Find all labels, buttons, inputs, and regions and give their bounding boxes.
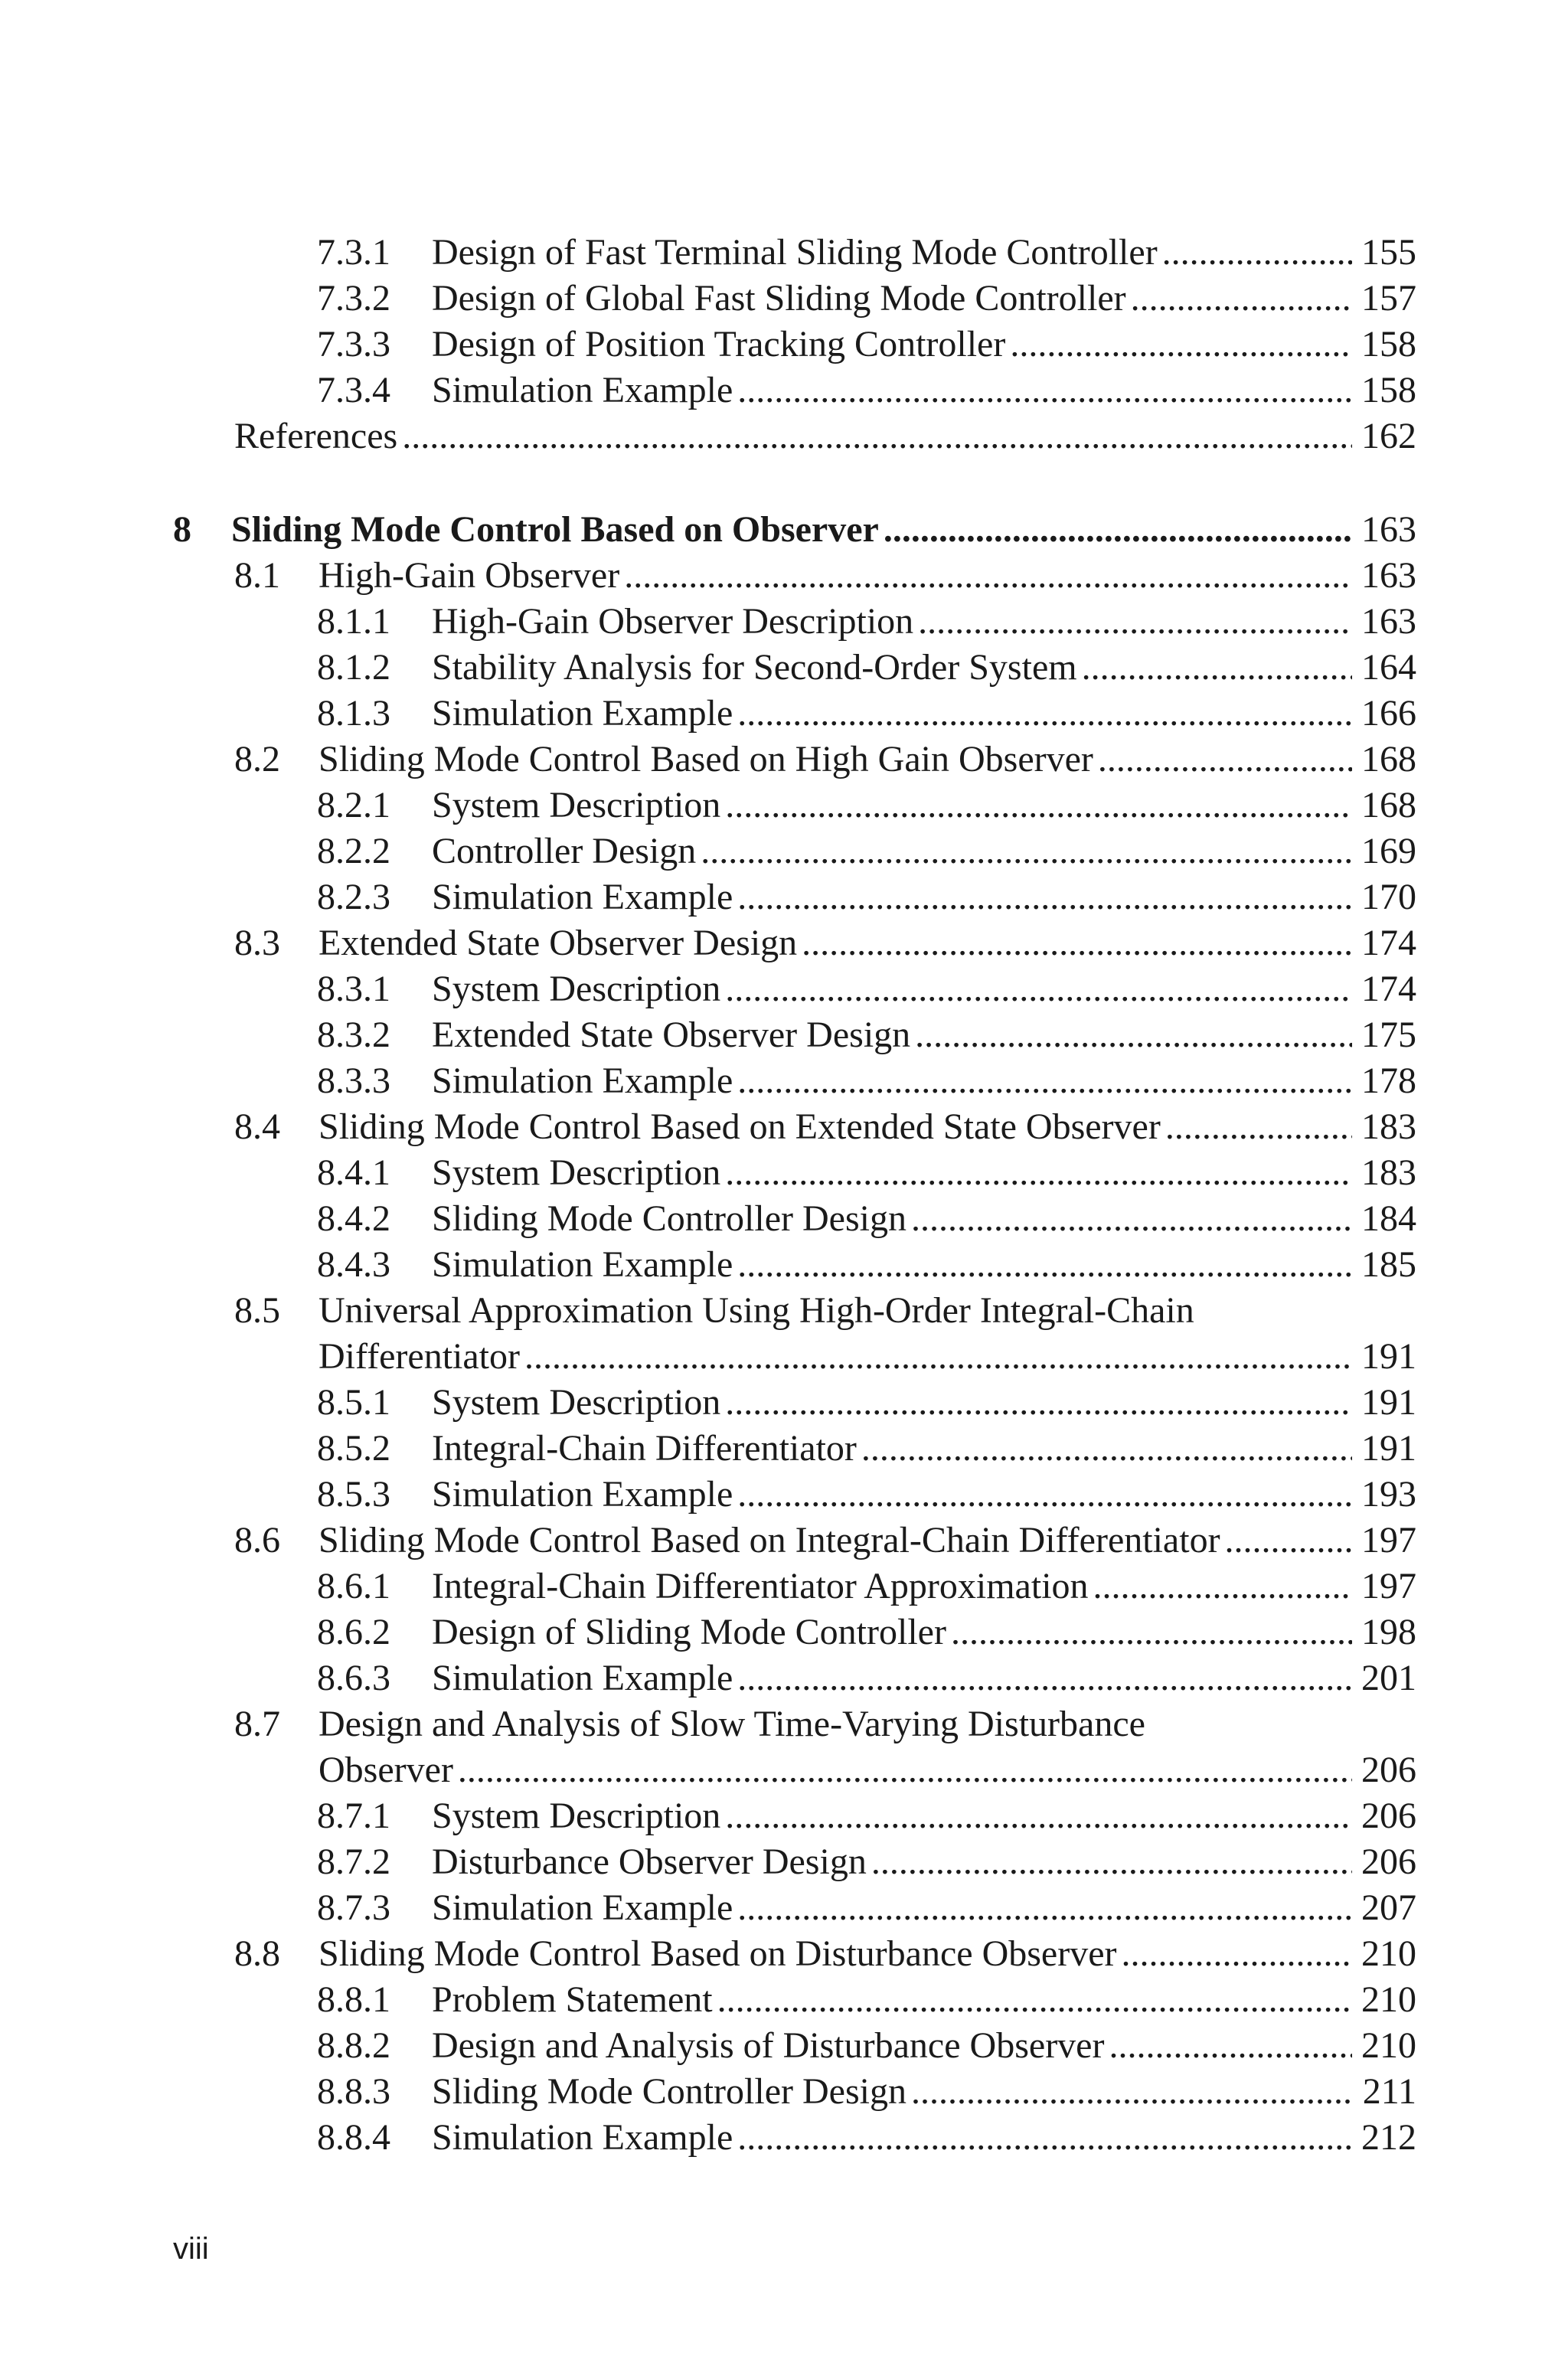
entry-page: 163 (1361, 601, 1416, 642)
entry-number: 8.2.3 (317, 877, 390, 917)
toc-section-entry-line1[interactable] (234, 1701, 1416, 1747)
dot-leader (871, 1839, 1352, 1885)
entry-number: 8.6.3 (317, 1658, 390, 1698)
entry-number: 8.7.2 (317, 1841, 390, 1882)
toc-entry[interactable] (317, 1242, 1416, 1288)
dot-leader (701, 828, 1352, 874)
toc-entry[interactable] (317, 691, 1416, 737)
toc-entry[interactable] (317, 1655, 1416, 1701)
entry-title: Stability Analysis for Second-Order System (432, 647, 1077, 688)
dot-leader (911, 1196, 1352, 1242)
entry-number: 8.5.3 (317, 1474, 390, 1515)
dot-leader (951, 1609, 1352, 1655)
section-number: 8.8 (234, 1933, 280, 1974)
toc-entry[interactable] (317, 368, 1416, 413)
entry-title: Simulation Example (432, 2117, 733, 2158)
toc-entry[interactable] (317, 1058, 1416, 1104)
toc-entry[interactable] (317, 599, 1416, 645)
toc-section-entry[interactable] (234, 1518, 1416, 1564)
entry-page: 164 (1361, 647, 1416, 688)
dot-leader (725, 1380, 1352, 1426)
dot-leader (725, 966, 1352, 1012)
dot-leader (402, 413, 1352, 459)
entry-page: 210 (1361, 2025, 1416, 2066)
toc-entry[interactable] (317, 1380, 1416, 1426)
toc-entry[interactable] (317, 230, 1416, 276)
toc-entry[interactable] (317, 966, 1416, 1012)
entry-page: 206 (1361, 1841, 1416, 1882)
entry-number: 8.2.1 (317, 785, 390, 825)
entry-title: Simulation Example (432, 693, 733, 734)
entry-title: High-Gain Observer Description (432, 601, 914, 642)
entry-title: Integral-Chain Differentiator Approximation (432, 1566, 1089, 1606)
entry-title: Design of Sliding Mode Controller (432, 1612, 946, 1652)
entry-page: 197 (1361, 1566, 1416, 1606)
section-number: 8.7 (234, 1704, 280, 1744)
dot-leader (1109, 2023, 1352, 2069)
dot-leader (717, 1977, 1352, 2023)
entry-title: System Description (432, 1152, 721, 1193)
dot-leader (737, 1242, 1352, 1288)
entry-page: 166 (1361, 693, 1416, 734)
dot-leader (1165, 1104, 1352, 1150)
entry-page: 183 (1361, 1106, 1416, 1147)
toc-entry[interactable] (317, 874, 1416, 920)
entry-title: Design of Fast Terminal Sliding Mode Controller (432, 232, 1158, 273)
dot-leader (1131, 276, 1352, 322)
entry-number: 8.1.3 (317, 693, 390, 734)
entry-title: Disturbance Observer Design (432, 1841, 867, 1882)
entry-number: 8.4.1 (317, 1152, 390, 1193)
toc-entry[interactable] (317, 1885, 1416, 1931)
toc-section-entry-line2[interactable] (318, 1747, 1416, 1793)
entry-page: 158 (1361, 370, 1416, 410)
entry-title: Simulation Example (432, 1244, 733, 1285)
dot-leader (737, 1655, 1352, 1701)
toc-section-entry[interactable] (234, 920, 1416, 966)
toc-entry[interactable] (317, 1839, 1416, 1885)
section-title: Universal Approximation Using High-Order Integral-Chain (318, 1290, 1194, 1331)
toc-entry[interactable] (317, 1564, 1416, 1609)
toc-entry[interactable] (317, 1977, 1416, 2023)
entry-number: 8.5.1 (317, 1382, 390, 1423)
section-title: Sliding Mode Control Based on Disturbance Observer (318, 1933, 1117, 1974)
entry-page: 210 (1361, 1933, 1416, 1974)
entry-number: 8.7.1 (317, 1796, 390, 1836)
dot-leader (1093, 1564, 1352, 1609)
entry-page: 170 (1361, 877, 1416, 917)
dot-leader (915, 1012, 1352, 1058)
entry-number: 7.3.3 (317, 324, 390, 364)
entry-number: 8.8.3 (317, 2071, 390, 2112)
entry-page: 174 (1361, 923, 1416, 963)
dot-leader (458, 1747, 1352, 1793)
entry-number: 8.8.2 (317, 2025, 390, 2066)
toc-section-entry[interactable] (234, 553, 1416, 599)
toc-entry[interactable] (317, 1472, 1416, 1518)
toc-section-entry-line1[interactable] (234, 1288, 1416, 1334)
toc-entry[interactable] (317, 2023, 1416, 2069)
toc-entry[interactable] (317, 1012, 1416, 1058)
entry-page: 185 (1361, 1244, 1416, 1285)
section-number: 8.3 (234, 923, 280, 963)
entry-title: Simulation Example (432, 1887, 733, 1928)
entry-title: Design of Global Fast Sliding Mode Controller (432, 278, 1126, 319)
entry-title: Problem Statement (432, 1979, 713, 2020)
dot-leader (861, 1426, 1352, 1472)
entry-number: 8.8.1 (317, 1979, 390, 2020)
entry-page: 163 (1361, 509, 1416, 550)
dot-leader (1225, 1518, 1352, 1564)
section-number: 8.4 (234, 1106, 280, 1147)
entry-number: 8.7.3 (317, 1887, 390, 1928)
section-title-continued: Observer (318, 1750, 453, 1790)
entry-page: 206 (1361, 1796, 1416, 1836)
toc-entry[interactable] (317, 1609, 1416, 1655)
section-title: Sliding Mode Control Based on Integral-Chain Differentiator (318, 1520, 1220, 1560)
toc-chapter-entry[interactable] (173, 507, 1416, 553)
section-title: Sliding Mode Control Based on Extended State Observer (318, 1106, 1161, 1147)
chapter-number: 8 (173, 509, 191, 550)
entry-number: 8.4.2 (317, 1198, 390, 1239)
entry-title: Sliding Mode Controller Design (432, 1198, 906, 1239)
section-title: Sliding Mode Control Based on High Gain Observer (318, 739, 1093, 779)
entry-title: Controller Design (432, 831, 697, 871)
section-title: Extended State Observer Design (318, 923, 798, 963)
entry-number: 7.3.4 (317, 370, 390, 410)
dot-leader (737, 1058, 1352, 1104)
dot-leader (884, 507, 1352, 553)
entry-page: 175 (1361, 1015, 1416, 1055)
entry-page: 211 (1362, 2071, 1416, 2112)
dot-leader (737, 874, 1352, 920)
entry-number: 8.5.2 (317, 1428, 390, 1469)
dot-leader (524, 1334, 1352, 1380)
toc-section-entry[interactable] (234, 737, 1416, 783)
entry-title: System Description (432, 1796, 721, 1836)
dot-leader (737, 691, 1352, 737)
entry-page: 191 (1361, 1336, 1416, 1377)
entry-page: 178 (1361, 1060, 1416, 1101)
section-title-continued: Differentiator (318, 1336, 520, 1377)
dot-leader (737, 1885, 1352, 1931)
toc-entry[interactable] (317, 2069, 1416, 2115)
entry-page: 191 (1361, 1428, 1416, 1469)
entry-page: 184 (1361, 1198, 1416, 1239)
entry-page: 157 (1361, 278, 1416, 319)
dot-leader (1082, 645, 1352, 691)
toc-entry[interactable] (317, 783, 1416, 828)
entry-page: 210 (1361, 1979, 1416, 2020)
entry-page: 163 (1361, 555, 1416, 596)
toc-entry[interactable] (317, 828, 1416, 874)
toc-entry[interactable] (317, 1196, 1416, 1242)
entry-number: 8.6.1 (317, 1566, 390, 1606)
entry-page: 174 (1361, 969, 1416, 1009)
entry-number: 8.2.2 (317, 831, 390, 871)
entry-title: Simulation Example (432, 1658, 733, 1698)
entry-page: 201 (1361, 1658, 1416, 1698)
entry-number: 8.8.4 (317, 2117, 390, 2158)
section-number: 8.1 (234, 555, 280, 596)
entry-page: 193 (1361, 1474, 1416, 1515)
toc-entry-references[interactable] (234, 413, 1416, 459)
section-number: 8.5 (234, 1290, 280, 1331)
entry-page: 169 (1361, 831, 1416, 871)
entry-page: 197 (1361, 1520, 1416, 1560)
dot-leader (911, 2069, 1352, 2115)
dot-leader (1122, 1931, 1353, 1977)
dot-leader (737, 368, 1352, 413)
entry-title: Simulation Example (432, 877, 733, 917)
entry-page: 183 (1361, 1152, 1416, 1193)
dot-leader (624, 553, 1352, 599)
entry-page: 191 (1361, 1382, 1416, 1423)
dot-leader (918, 599, 1352, 645)
dot-leader (1010, 322, 1352, 368)
entry-number: 8.6.2 (317, 1612, 390, 1652)
entry-page: 155 (1361, 232, 1416, 273)
page-number: viii (173, 2232, 209, 2266)
entry-title: Design and Analysis of Disturbance Observer (432, 2025, 1105, 2066)
entry-page: 168 (1361, 739, 1416, 779)
entry-title: Integral-Chain Differentiator (432, 1428, 857, 1469)
entry-title: System Description (432, 969, 721, 1009)
entry-number: 7.3.2 (317, 278, 390, 319)
toc-entry[interactable] (317, 322, 1416, 368)
toc-section-entry[interactable] (234, 1931, 1416, 1977)
toc-entry[interactable] (317, 1426, 1416, 1472)
dot-leader (725, 1793, 1352, 1839)
entry-title: Extended State Observer Design (432, 1015, 911, 1055)
dot-leader (725, 783, 1352, 828)
entry-page: 212 (1361, 2117, 1416, 2158)
entry-page: 168 (1361, 785, 1416, 825)
entry-number: 8.4.3 (317, 1244, 390, 1285)
section-title: High-Gain Observer (318, 555, 620, 596)
entry-number: 8.1.2 (317, 647, 390, 688)
toc-entry[interactable] (317, 1793, 1416, 1839)
entry-title: Design of Position Tracking Controller (432, 324, 1006, 364)
entry-number: 8.1.1 (317, 601, 390, 642)
toc-section-entry[interactable] (234, 1104, 1416, 1150)
toc-section-entry-line2[interactable] (318, 1334, 1416, 1380)
dot-leader (737, 2115, 1352, 2161)
entry-title: References (234, 416, 398, 456)
dot-leader (802, 920, 1352, 966)
entry-number: 8.3.1 (317, 969, 390, 1009)
entry-page: 198 (1361, 1612, 1416, 1652)
entry-page: 162 (1361, 416, 1416, 456)
entry-page: 158 (1361, 324, 1416, 364)
toc-entry[interactable] (317, 2115, 1416, 2161)
entry-title: Simulation Example (432, 1060, 733, 1101)
entry-title: Simulation Example (432, 370, 733, 410)
dot-leader (1162, 230, 1352, 276)
toc-entry[interactable] (317, 645, 1416, 691)
dot-leader (725, 1150, 1352, 1196)
section-title: Design and Analysis of Slow Time-Varying Disturbance (318, 1704, 1145, 1744)
chapter-title: Sliding Mode Control Based on Observer (231, 509, 879, 550)
toc-entry[interactable] (317, 276, 1416, 322)
section-number: 8.2 (234, 739, 280, 779)
entry-title: Simulation Example (432, 1474, 733, 1515)
section-number: 8.6 (234, 1520, 280, 1560)
entry-page: 207 (1361, 1887, 1416, 1928)
dot-leader (1098, 737, 1352, 783)
entry-number: 7.3.1 (317, 232, 390, 273)
entry-title: Sliding Mode Controller Design (432, 2071, 906, 2112)
entry-number: 8.3.3 (317, 1060, 390, 1101)
toc-entry[interactable] (317, 1150, 1416, 1196)
entry-number: 8.3.2 (317, 1015, 390, 1055)
entry-page: 206 (1361, 1750, 1416, 1790)
entry-title: System Description (432, 1382, 721, 1423)
entry-title: System Description (432, 785, 721, 825)
dot-leader (737, 1472, 1352, 1518)
